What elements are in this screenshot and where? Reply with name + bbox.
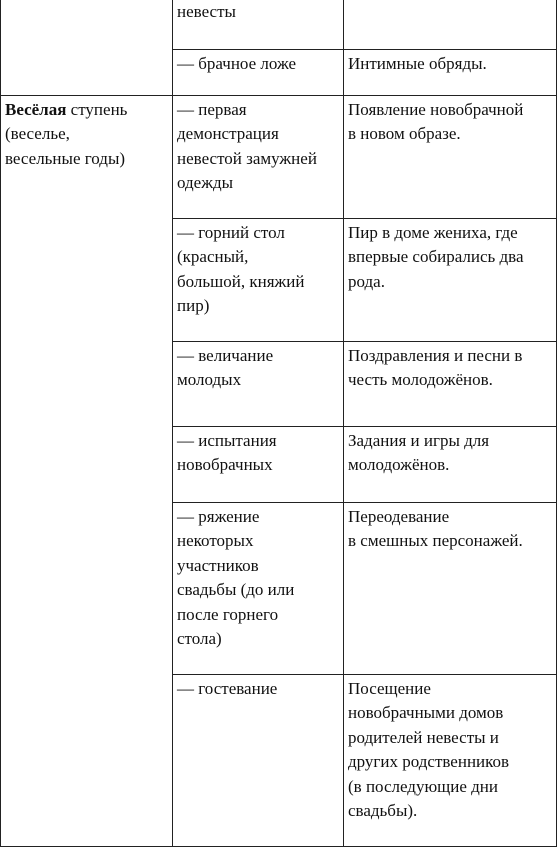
event-text: — горний стол (красный, большой, княжий пир) <box>177 222 305 315</box>
stage-label <box>5 98 169 172</box>
event-text: — брачное ложе <box>177 53 297 73</box>
table-row <box>1 95 557 218</box>
description-cell <box>344 502 557 674</box>
event-text: — величание молодых <box>177 345 274 389</box>
description-cell <box>344 674 557 846</box>
stage-description: ступень (веселье, весельные годы) <box>5 99 128 168</box>
event-cell <box>173 95 344 218</box>
description-cell <box>344 341 557 426</box>
description-cell <box>344 0 557 49</box>
event-cell <box>173 426 344 502</box>
event-cell <box>173 674 344 846</box>
stage-cell-previous <box>1 0 173 95</box>
description-text: Появление новобрачной в новом образе. <box>348 99 524 143</box>
event-text: — первая демонстрация невестой замужней одежды <box>177 99 317 192</box>
description-text: Посещение новобрачными домов родителей невесты и других родственников (в последующие дни свадьбы). <box>348 678 510 820</box>
event-cell <box>173 341 344 426</box>
table-row <box>1 0 557 49</box>
description-text: Пир в доме жениха, где впервые собирались два рода. <box>348 222 524 291</box>
event-cell <box>173 0 344 49</box>
event-text: — ряжение некоторых участников свадьбы (до или после горнего стола) <box>177 506 295 648</box>
event-cell <box>173 218 344 341</box>
description-text: Задания и игры для молодожёнов. <box>348 430 490 474</box>
description-cell <box>344 49 557 95</box>
description-text: Интимные обряды. <box>348 53 487 73</box>
event-text: — испытания новобрачных <box>177 430 277 474</box>
stage-cell-merry <box>1 95 173 846</box>
description-cell <box>344 218 557 341</box>
description-cell <box>344 95 557 218</box>
event-cell <box>173 502 344 674</box>
stage-name: Весёлая <box>5 99 67 119</box>
event-text: невесты <box>177 2 236 21</box>
description-text: Переодевание в смешных персонажей. <box>348 506 523 550</box>
event-cell <box>173 49 344 95</box>
event-text: — гостевание <box>177 678 278 698</box>
description-cell <box>344 426 557 502</box>
description-text: Поздравления и песни в честь молодожёнов. <box>348 345 523 389</box>
